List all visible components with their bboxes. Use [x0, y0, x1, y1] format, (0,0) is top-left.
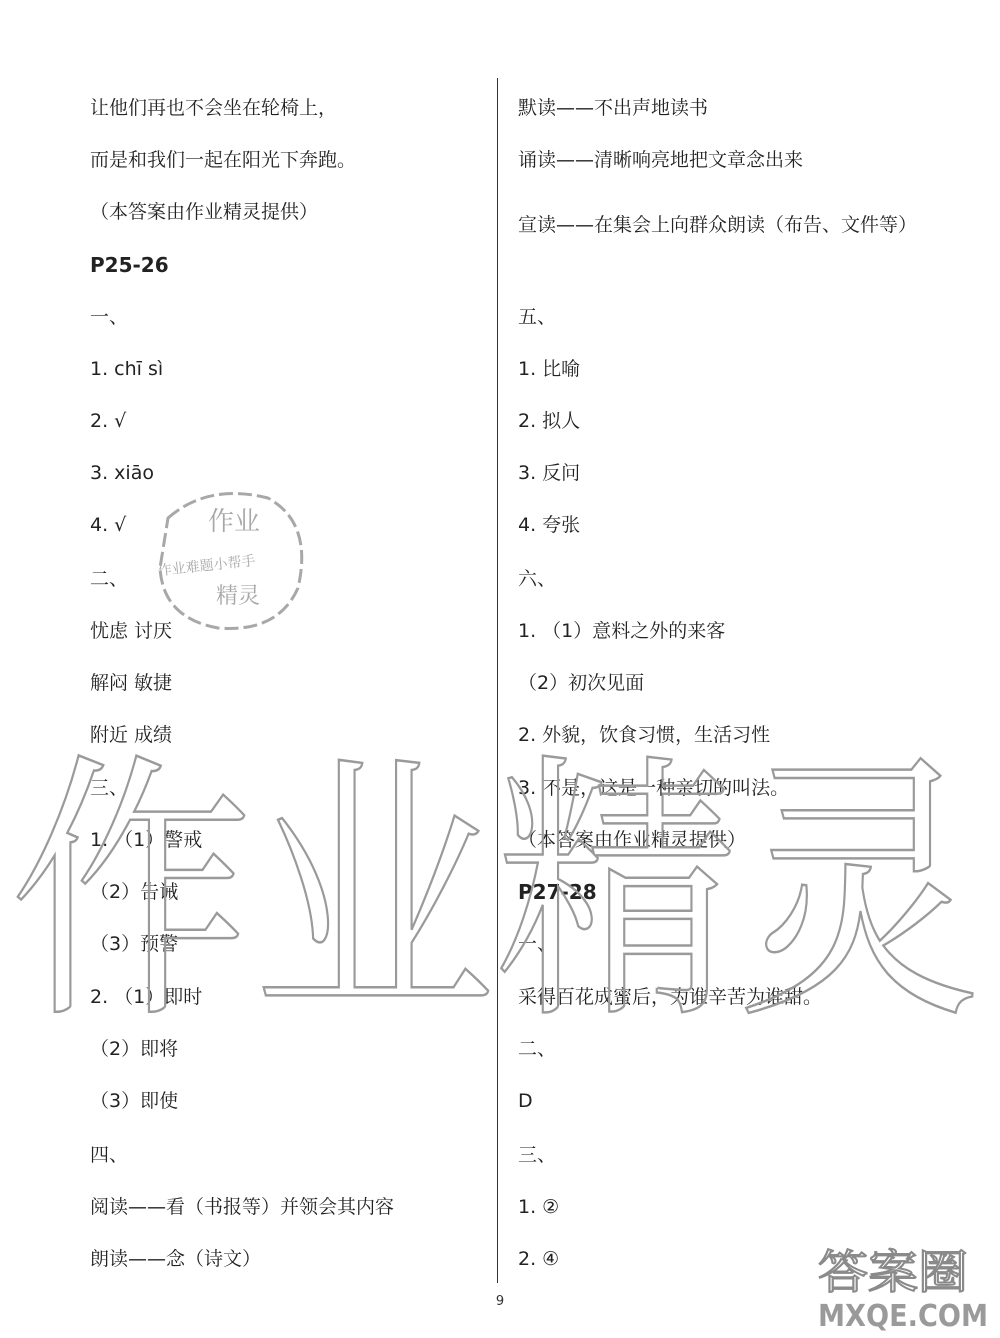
part-heading: 三、 [518, 1144, 557, 1166]
answer-line: （3）即使 [90, 1090, 179, 1112]
answer-line: 2. 外貌，饮食习惯，生活习性 [518, 724, 771, 746]
answer-line: 3. 不是，这是一种亲切的叫法。 [518, 777, 790, 799]
part-heading: 一、 [90, 306, 129, 328]
answer-line: 默读——不出声地读书 [518, 97, 709, 119]
section-heading: P25-26 [90, 253, 169, 277]
attribution-note: （本答案由作业精灵提供） [518, 829, 747, 851]
answer-line: 忧虑 讨厌 [90, 620, 173, 642]
answer-line: 宣读——在集会上向群众朗读（布告、文件等） [518, 214, 918, 236]
answer-line: （2）即将 [90, 1038, 179, 1060]
corner-logo-text: 答案圈 [818, 1245, 968, 1299]
answer-line: 1. 比喻 [518, 358, 581, 380]
part-heading: 六、 [518, 568, 557, 590]
attribution-note: （本答案由作业精灵提供） [90, 201, 319, 223]
answer-line: （2）初次见面 [518, 672, 645, 694]
answer-line: （2）告诫 [90, 881, 179, 903]
stamp-watermark [148, 478, 313, 638]
answer-line: D [518, 1090, 533, 1112]
stamp-middle-text: 作业难题小帮手 [157, 553, 257, 580]
answer-line: 诵读——清晰响亮地把文章念出来 [518, 149, 804, 171]
answer-line: 1. ② [518, 1196, 560, 1218]
answer-line: 2. （1）即时 [90, 986, 203, 1008]
answer-line: 3. 反问 [518, 462, 581, 484]
part-heading: 一、 [518, 933, 557, 955]
answer-line: 解闷 敏捷 [90, 672, 173, 694]
part-heading: 二、 [518, 1038, 557, 1060]
section-heading: P27-28 [518, 880, 597, 904]
text-line: 让他们再也不会坐在轮椅上， [90, 97, 338, 119]
column-divider [497, 78, 498, 1283]
stamp-top-text: 作业 [208, 507, 261, 537]
answer-line: 1. chī sì [90, 358, 164, 380]
answer-line: 2. √ [90, 410, 127, 432]
answer-line: 附近 成绩 [90, 724, 173, 746]
part-heading: 五、 [518, 306, 557, 328]
part-heading: 二、 [90, 568, 129, 590]
answer-line: 2. 拟人 [518, 410, 581, 432]
answer-line: 阅读——看（书报等）并领会其内容 [90, 1196, 395, 1218]
answer-line: 4. 夸张 [518, 514, 581, 536]
answer-line: 3. xiāo [90, 462, 154, 484]
part-heading: 三、 [90, 777, 129, 799]
page-number: 9 [495, 1294, 505, 1309]
large-watermark-text: 作业精灵 [10, 731, 980, 1040]
answer-line: 朗读——念（诗文） [90, 1248, 262, 1270]
corner-logo-url: MXQE.COM [818, 1299, 988, 1332]
answer-line: 4. √ [90, 514, 127, 536]
corner-logo-watermark [810, 1236, 995, 1332]
text-line: 而是和我们一起在阳光下奔跑。 [90, 149, 357, 171]
answer-line: 1. （1）意料之外的来客 [518, 620, 726, 642]
part-heading: 四、 [90, 1144, 129, 1166]
answer-line: 1. （1）警戒 [90, 829, 203, 851]
stamp-bottom-text: 精灵 [216, 584, 261, 609]
answer-line: 2. ④ [518, 1248, 560, 1270]
answer-line: （3）预警 [90, 933, 179, 955]
answer-line: 采得百花成蜜后，为谁辛苦为谁甜。 [518, 986, 823, 1008]
